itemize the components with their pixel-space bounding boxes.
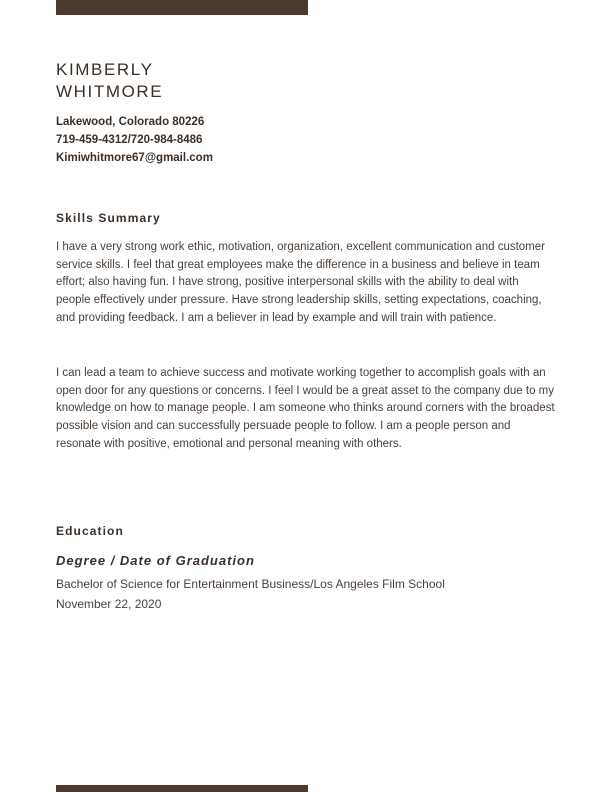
first-name: KIMBERLY	[56, 60, 154, 79]
contact-location: Lakewood, Colorado 80226	[56, 116, 205, 128]
degree-date-heading: Degree / Date of Graduation	[56, 553, 255, 568]
contact-phones: 719-459-4312/720-984-8486	[56, 134, 203, 146]
bottom-accent-bar	[56, 785, 308, 792]
contact-email: Kimiwhitmore67@gmail.com	[56, 152, 213, 164]
skills-summary-heading: Skills Summary	[56, 211, 161, 225]
degree-name: Bachelor of Science for Entertainment Business/Los Angeles Film School	[56, 577, 445, 591]
top-accent-bar	[56, 0, 308, 15]
education-heading: Education	[56, 524, 124, 538]
last-name: WHITMORE	[56, 82, 164, 101]
graduation-date: November 22, 2020	[56, 597, 162, 611]
candidate-name	[56, 59, 163, 103]
skills-paragraph-2: I can lead a team to achieve success and motivate working together to accomplish goals with an open door for any questions or concerns. I feel I would be a great asset to the company due to my knowledge on how to manage people. I am someone who thinks around corners with the broadest possible vision and can successfully persuade people to follow. I am a people person and resonate with positive, emotional and personal meaning with others.	[56, 367, 555, 450]
contact-block	[56, 113, 213, 167]
skills-paragraph-1: I have a very strong work ethic, motivation, organization, excellent communication and customer service skills. I feel that great employees make the difference in a business and believe in team effort; also having fun. I have strong, positive interpersonal skills with the ability to deal with people effectively under pressure. Have strong leadership skills, setting expectations, coaching, and providing feedback. I am a believer in lead by example and will train with patience.	[56, 241, 545, 324]
